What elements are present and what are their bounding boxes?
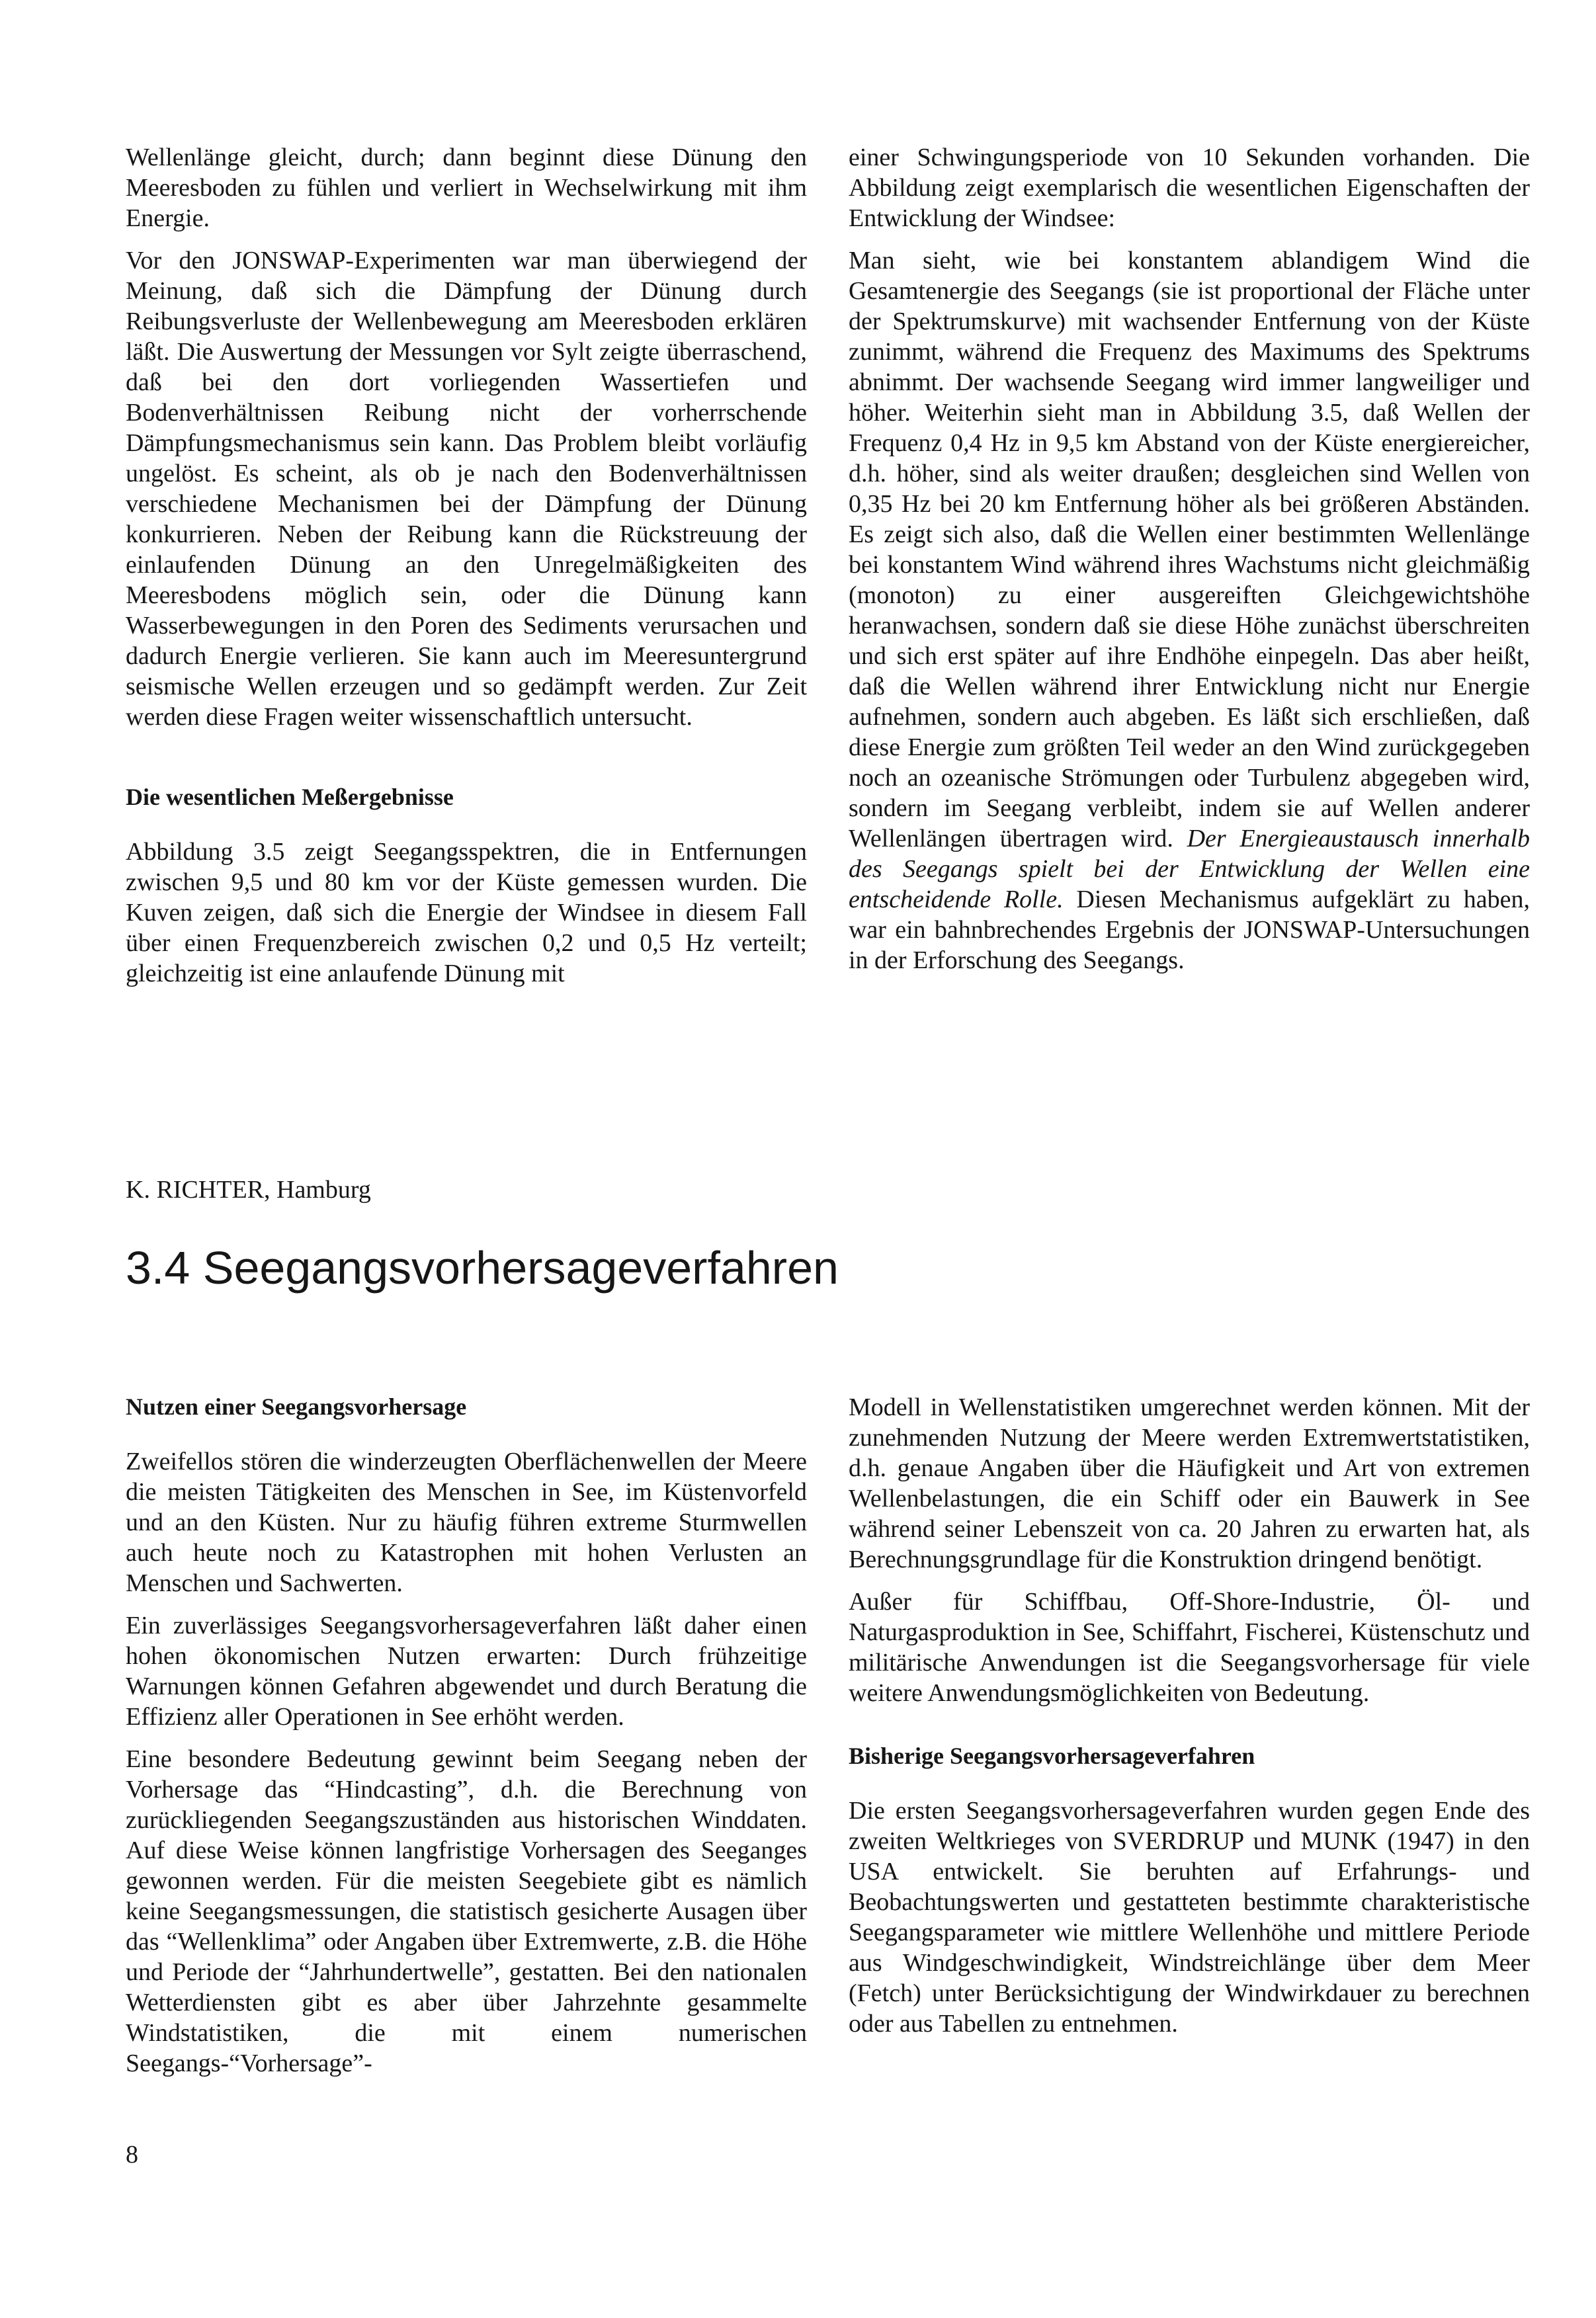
emphasized-text: Der Energieaustausch innerhalb des Seegangs spielt bei der Entwicklung der Wellen eine entscheidende Rolle. [849,825,1530,913]
paragraph: Wellenlänge gleicht, durch; dann beginnt diese Dünung den Meeresboden zu fühlen und verliert in Wechselwirkung mit ihm Energie. [126,144,807,232]
subheading-nutzen: Nutzen einer Seegangsvorhersage [126,1393,467,1420]
paragraph: Außer für Schiffbau, Off-Shore-Industrie, Öl- und Naturgasproduktion in See, Schiffahrt, Fischerei, Küstenschutz und militärische Anwendungen ist die Seegangsvorhersage für viele weitere Anwendungsmöglichkeiten von Bedeutung. [849,1588,1530,1707]
paragraph: Vor den JONSWAP-Experimenten war man überwiegend der Meinung, daß sich die Dämpfung der Dünung durch Reibungsverluste der Wellenbewegung am Meeresboden erklären läßt. Die Auswertung der Messungen vor Sylt zeigte überraschend, daß bei den dort vorliegenden Wassertiefen und Bodenverhältnissen Reibung nicht der vorherrschende Dämpfungsmechanismus sein kann. Das Problem bleibt vorläufig ungelöst. Es scheint, als ob je nach den Bodenverhältnissen verschiedene Mechanismen bei der Dämpfung der Dünung konkurrieren. Neben der Reibung kann die Rückstreuung der einlaufenden Dünung an den Unregelmäßigkeiten des Meeresbodens möglich sein, oder die Dünung kann Wasserbewegungen in den Poren des Sediments verursachen und dadurch Energie verlieren. Sie kann auch im Meeresuntergrund seismische Wellen erzeugen und so gedämpft werden. Zur Zeit werden diese Fragen weiter wissenschaftlich untersucht. [126,247,807,731]
paragraph: Zweifellos stören die winderzeugten Oberflächenwellen der Meere die meisten Tätigkeiten des Menschen in See, im Küstenvorfeld und an den Küsten. Nur zu häufig führen extreme Sturmwellen auch heute noch zu Katastrophen mit hohen Verlusten an Menschen und Sachwerten. [126,1448,807,1597]
paragraph: einer Schwingungsperiode von 10 Sekunden vorhanden. Die Abbildung zeigt exemplarisch die wesentlichen Eigenschaften der Entwicklung der Windsee: [849,144,1530,232]
upper-right-column [849,142,1530,987]
paragraph-text: Man sieht, wie bei konstantem ablandigem Wind die Gesamtenergie des Seegangs (sie ist proportional der Fläche unter der Spektrumskurve) mit wachsender Entfernung von der Küste zunimmt, während die Frequenz des Maximums des Spektrums abnimmt. Der wachsende Seegang wird immer langweiliger und höher. Weiterhin sieht man in Abbildung 3.5, daß Wellen der Frequenz 0,4 Hz in 9,5 km Abstand von der Küste energiereicher, d.h. höher, sind als weiter draußen; desgleichen sind Wellen von 0,35 Hz bei 20 km Entfernung höher als bei größeren Abständen. Es zeigt sich also, daß die Wellen einer bestimmten Wellenlänge bei konstantem Wind während ihres Wachstums nicht gleichmäßig (monoton) zu einer ausgereiften Gleichgewichtshöhe heranwachsen, sondern daß sie diese Höhe zunächst überschreiten und sich erst später auf ihre Endhöhe einpegeln. Das aber heißt, daß die Wellen während ihrer Entwicklung nicht nur Energie aufnehmen, sondern auch abgeben. Es läßt sich erschließen, daß diese Energie zum größten Teil weder an den Wind zurückgegeben noch an ozeanische Strömungen oder Turbulenz abgegeben wird, sondern im Seegang verbleibt, indem sie auf Wellen anderer Wellenlängen übertragen wird. [849,247,1530,852]
subheading-messergebnisse: Die wesentlichen Meßergebnisse [126,784,454,810]
section-heading: 3.4 Seegangsvorhersageverfahren [126,1242,839,1294]
paragraph: Eine besondere Bedeutung gewinnt beim Seegang neben der Vorhersage das “Hindcasting”, d.h. die Berechnung von zurückliegenden Seegangszuständen aus historischen Winddaten. Auf diese Weise können langfristige Vorhersagen des Seeganges gewonnen werden. Für die meisten Seegebiete gibt es nämlich keine Seegangsmessungen, die statistisch gesicherte Ausagen über das “Wellenklima” oder Angaben über Extremwerte, z.B. die Höhe und Periode der “Jahrhundertwelle”, gestatten. Bei den nationalen Wetterdiensten gibt es aber über Jahrzehnte gesammelte Windstatistiken, die mit einem numerischen Seegangs-“Vorhersage”- [126,1745,807,2077]
paragraph: Abbildung 3.5 zeigt Seegangsspektren, die in Entfernungen zwischen 9,5 und 80 km vor der Küste gemessen wurden. Die Kuven zeigen, daß sich die Energie der Windsee in diesem Fall über einen Frequenzbereich zwischen 0,2 und 0,5 Hz verteilt; gleichzeitig ist eine anlaufende Dünung mit [126,838,807,987]
lower-left-column [126,1392,807,2090]
paragraph: Ein zuverlässiges Seegangsvorhersageverfahren läßt daher einen hohen ökonomischen Nutzen erwarten: Durch frühzeitige Warnungen können Gefahren abgewendet und durch Beratung die Effizienz aller Operationen in See erhöht werden. [126,1612,807,1731]
paragraph-text: Diesen Mechanismus aufgeklärt zu haben, war ein bahnbrechendes Ergebnis der JONSWAP-Untersuchungen in der Erforschung des Seegangs. [849,886,1530,974]
paragraph-with-emphasis [849,245,1530,975]
page-number: 8 [126,2141,138,2169]
paragraph: Modell in Wellenstatistiken umgerechnet werden können. Mit der zunehmenden Nutzung der Meere werden Extremwertstatistiken, d.h. genaue Angaben über die Häufigkeit und Art von extremen Wellenbelastungen, die ein Schiff oder ein Bauwerk in See während seiner Lebenszeit von ca. 20 Jahren zu erwarten hat, als Berechnungsgrundlage für die Konstruktion dringend benötigt. [849,1393,1530,1573]
author-line: K. RICHTER, Hamburg [126,1176,371,1204]
upper-left-column [126,142,807,1001]
paragraph: Die ersten Seegangsvorhersageverfahren wurden gegen Ende des zweiten Weltkrieges von SVERDRUP und MUNK (1947) in den USA entwickelt. Sie beruhten auf Erfahrungs- und Beobachtungswerten und gestatteten bestimmte charakteristische Seegangsparameter wie mittlere Wellenhöhe und mittlere Periode aus Windgeschwindigkeit, Windstreichlänge über dem Meer (Fetch) unter Berücksichtigung der Windwirkdauer zu berechnen oder aus Tabellen zu entnehmen. [849,1797,1530,2038]
lower-right-column [849,1392,1530,2051]
subheading-bisherige: Bisherige Seegangsvorhersageverfahren [849,1743,1255,1769]
